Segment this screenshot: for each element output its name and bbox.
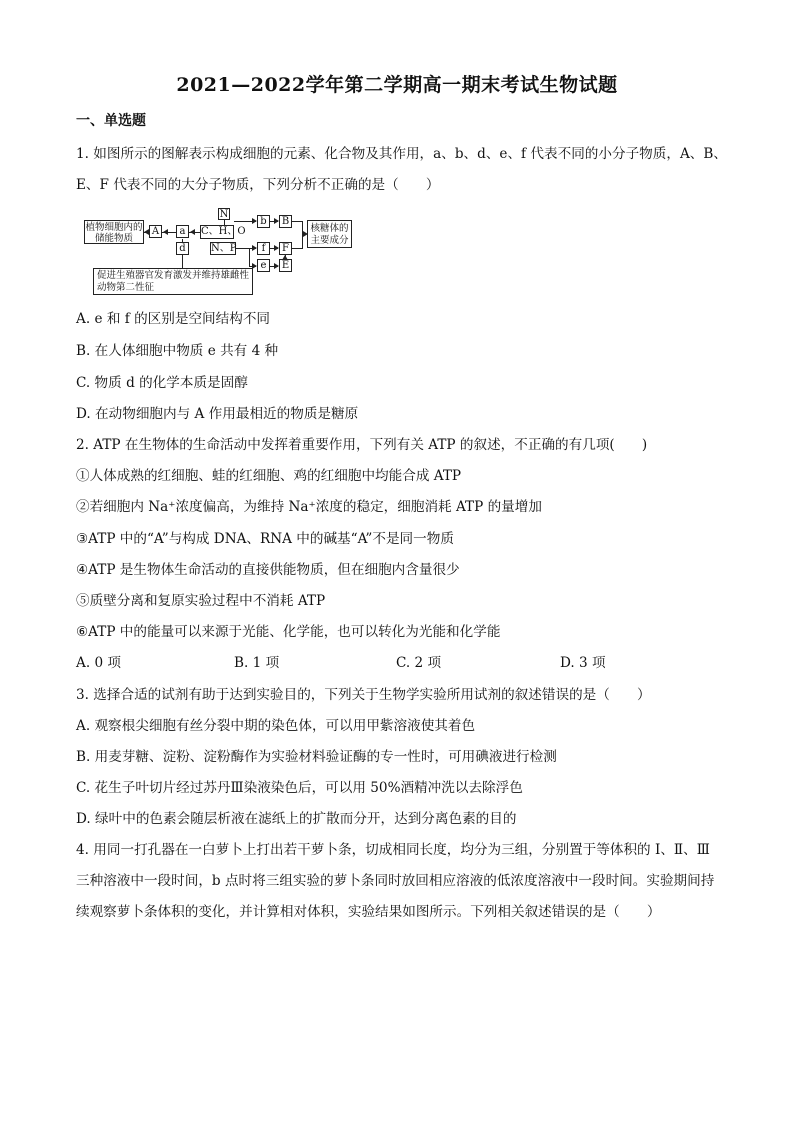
box-f: f <box>257 242 270 255</box>
q2-item-2: ②若细胞内 Na⁺浓度偏高，为维持 Na⁺浓度的稳定，细胞消耗 ATP 的量增加 <box>76 499 542 515</box>
q2-option-a[interactable]: A. 0 项 <box>76 655 122 671</box>
q1-stem-line2: E、F 代表不同的大分子物质，下列分析不正确的是（ ） <box>76 177 440 193</box>
q4-stem-line1: 4. 用同一打孔器在一白萝卜上打出若干萝卜条，切成相同长度，均分为三组，分别置于等体积的 I、Ⅱ、Ⅲ <box>76 842 710 858</box>
exam-title: 2021—2022学年第二学期高一期末考试生物试题 <box>176 74 618 96</box>
q2-option-c[interactable]: C. 2 项 <box>396 655 442 671</box>
q4-stem-line2: 三种溶液中一段时间，b 点时将三组实验的萝卜条同时放回相应溶液的低浓度溶液中一段时间。实验期间持 <box>76 873 715 889</box>
q1-stem-line1: 1. 如图所示的图解表示构成细胞的元素、化合物及其作用，a、b、d、e、f 代表不同的小分子物质，A、B、 <box>76 146 727 162</box>
box-E: E <box>279 259 292 272</box>
box-NP: N、P <box>211 243 237 254</box>
box-e: e <box>257 259 270 272</box>
ribosome-box: 核糖体的主要成分 <box>307 220 352 248</box>
q3-option-c[interactable]: C. 花生子叶切片经过苏丹Ⅲ染液染色后，可以用 50%酒精冲洗以去除浮色 <box>76 780 523 796</box>
q2-item-5: ⑤质壁分离和复原实验过程中不消耗 ATP <box>76 593 326 609</box>
box-a: a <box>176 225 189 238</box>
q3-option-d[interactable]: D. 绿叶中的色素会随层析液在滤纸上的扩散而分开，达到分离色素的目的 <box>76 811 517 827</box>
q1-option-d[interactable]: D. 在动物细胞内与 A 作用最相近的物质是糖原 <box>76 406 359 422</box>
q3-option-b[interactable]: B. 用麦芽糖、淀粉、淀粉酶作为实验材料验证酶的专一性时，可用碘液进行检测 <box>76 749 557 765</box>
q1-diagram <box>84 205 354 299</box>
box-A: A <box>149 225 162 238</box>
box-chon: C、H、O <box>201 226 246 237</box>
box-d: d <box>176 242 189 255</box>
q2-option-d[interactable]: D. 3 项 <box>560 655 606 671</box>
storage-box: 植物细胞内的储能物质 <box>85 222 143 244</box>
q2-item-1: ①人体成熟的红细胞、蛙的红细胞、鸡的红细胞中均能合成 ATP <box>76 468 462 484</box>
section-heading: 一、单选题 <box>76 113 146 129</box>
box-F: F <box>279 242 292 255</box>
q1-option-c[interactable]: C. 物质 d 的化学本质是固醇 <box>76 375 248 391</box>
q2-option-b[interactable]: B. 1 项 <box>234 655 280 671</box>
box-B: B <box>279 215 292 228</box>
q2-item-4: ④ATP 是生物体生命活动的直接供能物质，但在细胞内含量很少 <box>76 562 460 578</box>
q2-item-3: ③ATP 中的“A”与构成 DNA、RNA 中的碱基“A”不是同一物质 <box>76 531 454 547</box>
q3-stem: 3. 选择合适的试剂有助于达到实验目的，下列关于生物学实验所用试剂的叙述错误的是（ ） <box>76 687 651 703</box>
q2-stem: 2. ATP 在生物体的生命活动中发挥着重要作用，下列有关 ATP 的叙述，不正确的有几项( ) <box>76 437 648 453</box>
q1-option-b[interactable]: B. 在人体细胞中物质 e 共有 4 种 <box>76 343 279 359</box>
q3-option-a[interactable]: A. 观察根尖细胞有丝分裂中期的染色体，可以用甲紫溶液使其着色 <box>76 718 476 734</box>
q1-option-a[interactable]: A. e 和 f 的区别是空间结构不同 <box>76 311 271 327</box>
box-b: b <box>257 215 270 228</box>
q4-stem-line3: 续观察萝卜条体积的变化，并计算相对体积，实验结果如图所示。下列相关叙述错误的是（ ） <box>76 904 661 920</box>
box-N: N <box>219 209 229 220</box>
q2-item-6: ⑥ATP 中的能量可以来源于光能、化学能，也可以转化为光能和化学能 <box>76 624 501 640</box>
d-function-box: 促进生殖器官发育激发并维持雄雌性动物第二性征 <box>93 268 253 295</box>
